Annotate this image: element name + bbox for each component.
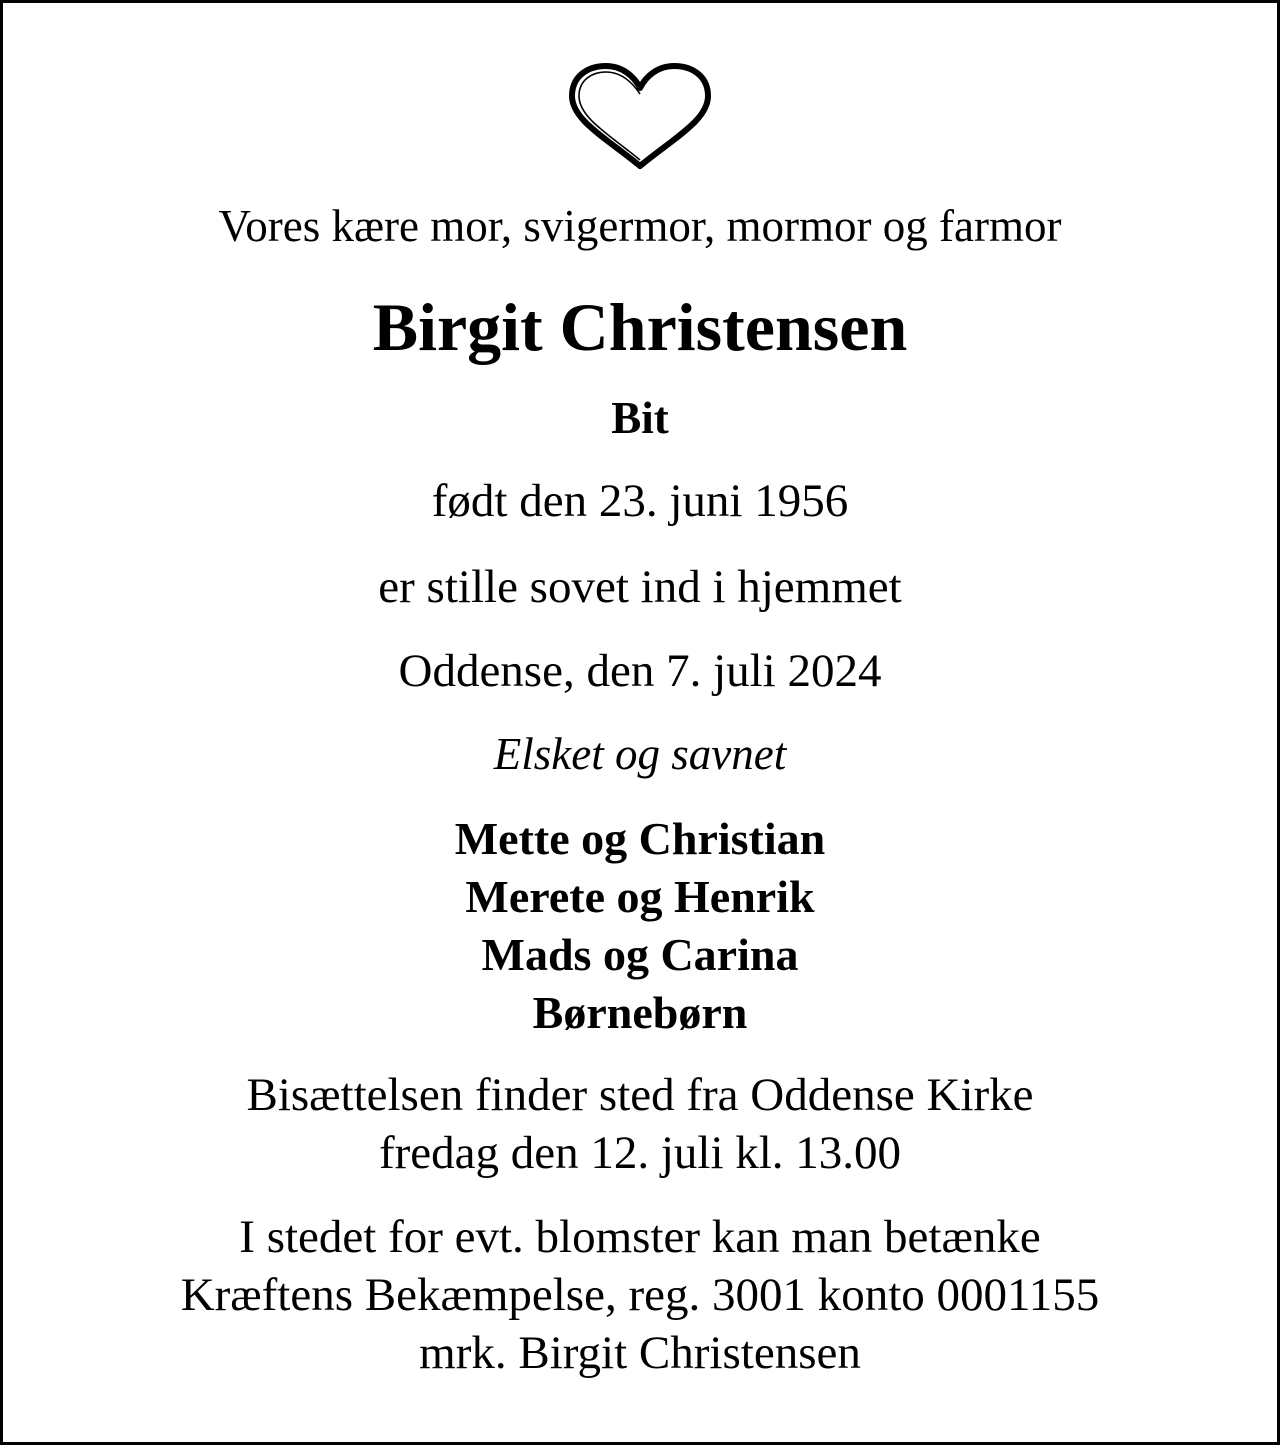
memorial-line: I stedet for evt. blomster kan man betænke [239, 1211, 1041, 1263]
service-info [0, 1066, 1280, 1182]
memorial-donation [0, 1208, 1280, 1382]
family-member: Merete og Henrik [465, 871, 815, 922]
memorial-line: mrk. Birgit Christensen [419, 1327, 861, 1379]
death-notice: er stille sovet ind i hjemmet [378, 561, 902, 613]
service-line: Bisættelsen finder sted fra Oddense Kirke [246, 1069, 1034, 1121]
heart-icon [566, 62, 714, 172]
place-date: Oddense, den 7. juli 2024 [398, 645, 882, 697]
family-member: Mette og Christian [454, 813, 826, 864]
service-line: fredag den 12. juli kl. 13.00 [378, 1127, 902, 1179]
family-member: Mads og Carina [481, 929, 799, 980]
memorial-line: Kræftens Bekæmpelse, reg. 3001 konto 0001155 [180, 1269, 1100, 1321]
intro-text: Vores kære mor, svigermor, mormor og farmor [218, 201, 1062, 251]
deceased-name: Birgit Christensen [372, 289, 908, 365]
birth-date: født den 23. juni 1956 [431, 475, 849, 527]
loved-missed: Elsket og savnet [493, 729, 787, 779]
family-member: Børnebørn [532, 987, 748, 1038]
family-list [0, 810, 1280, 1042]
nickname: Bit [611, 393, 669, 443]
